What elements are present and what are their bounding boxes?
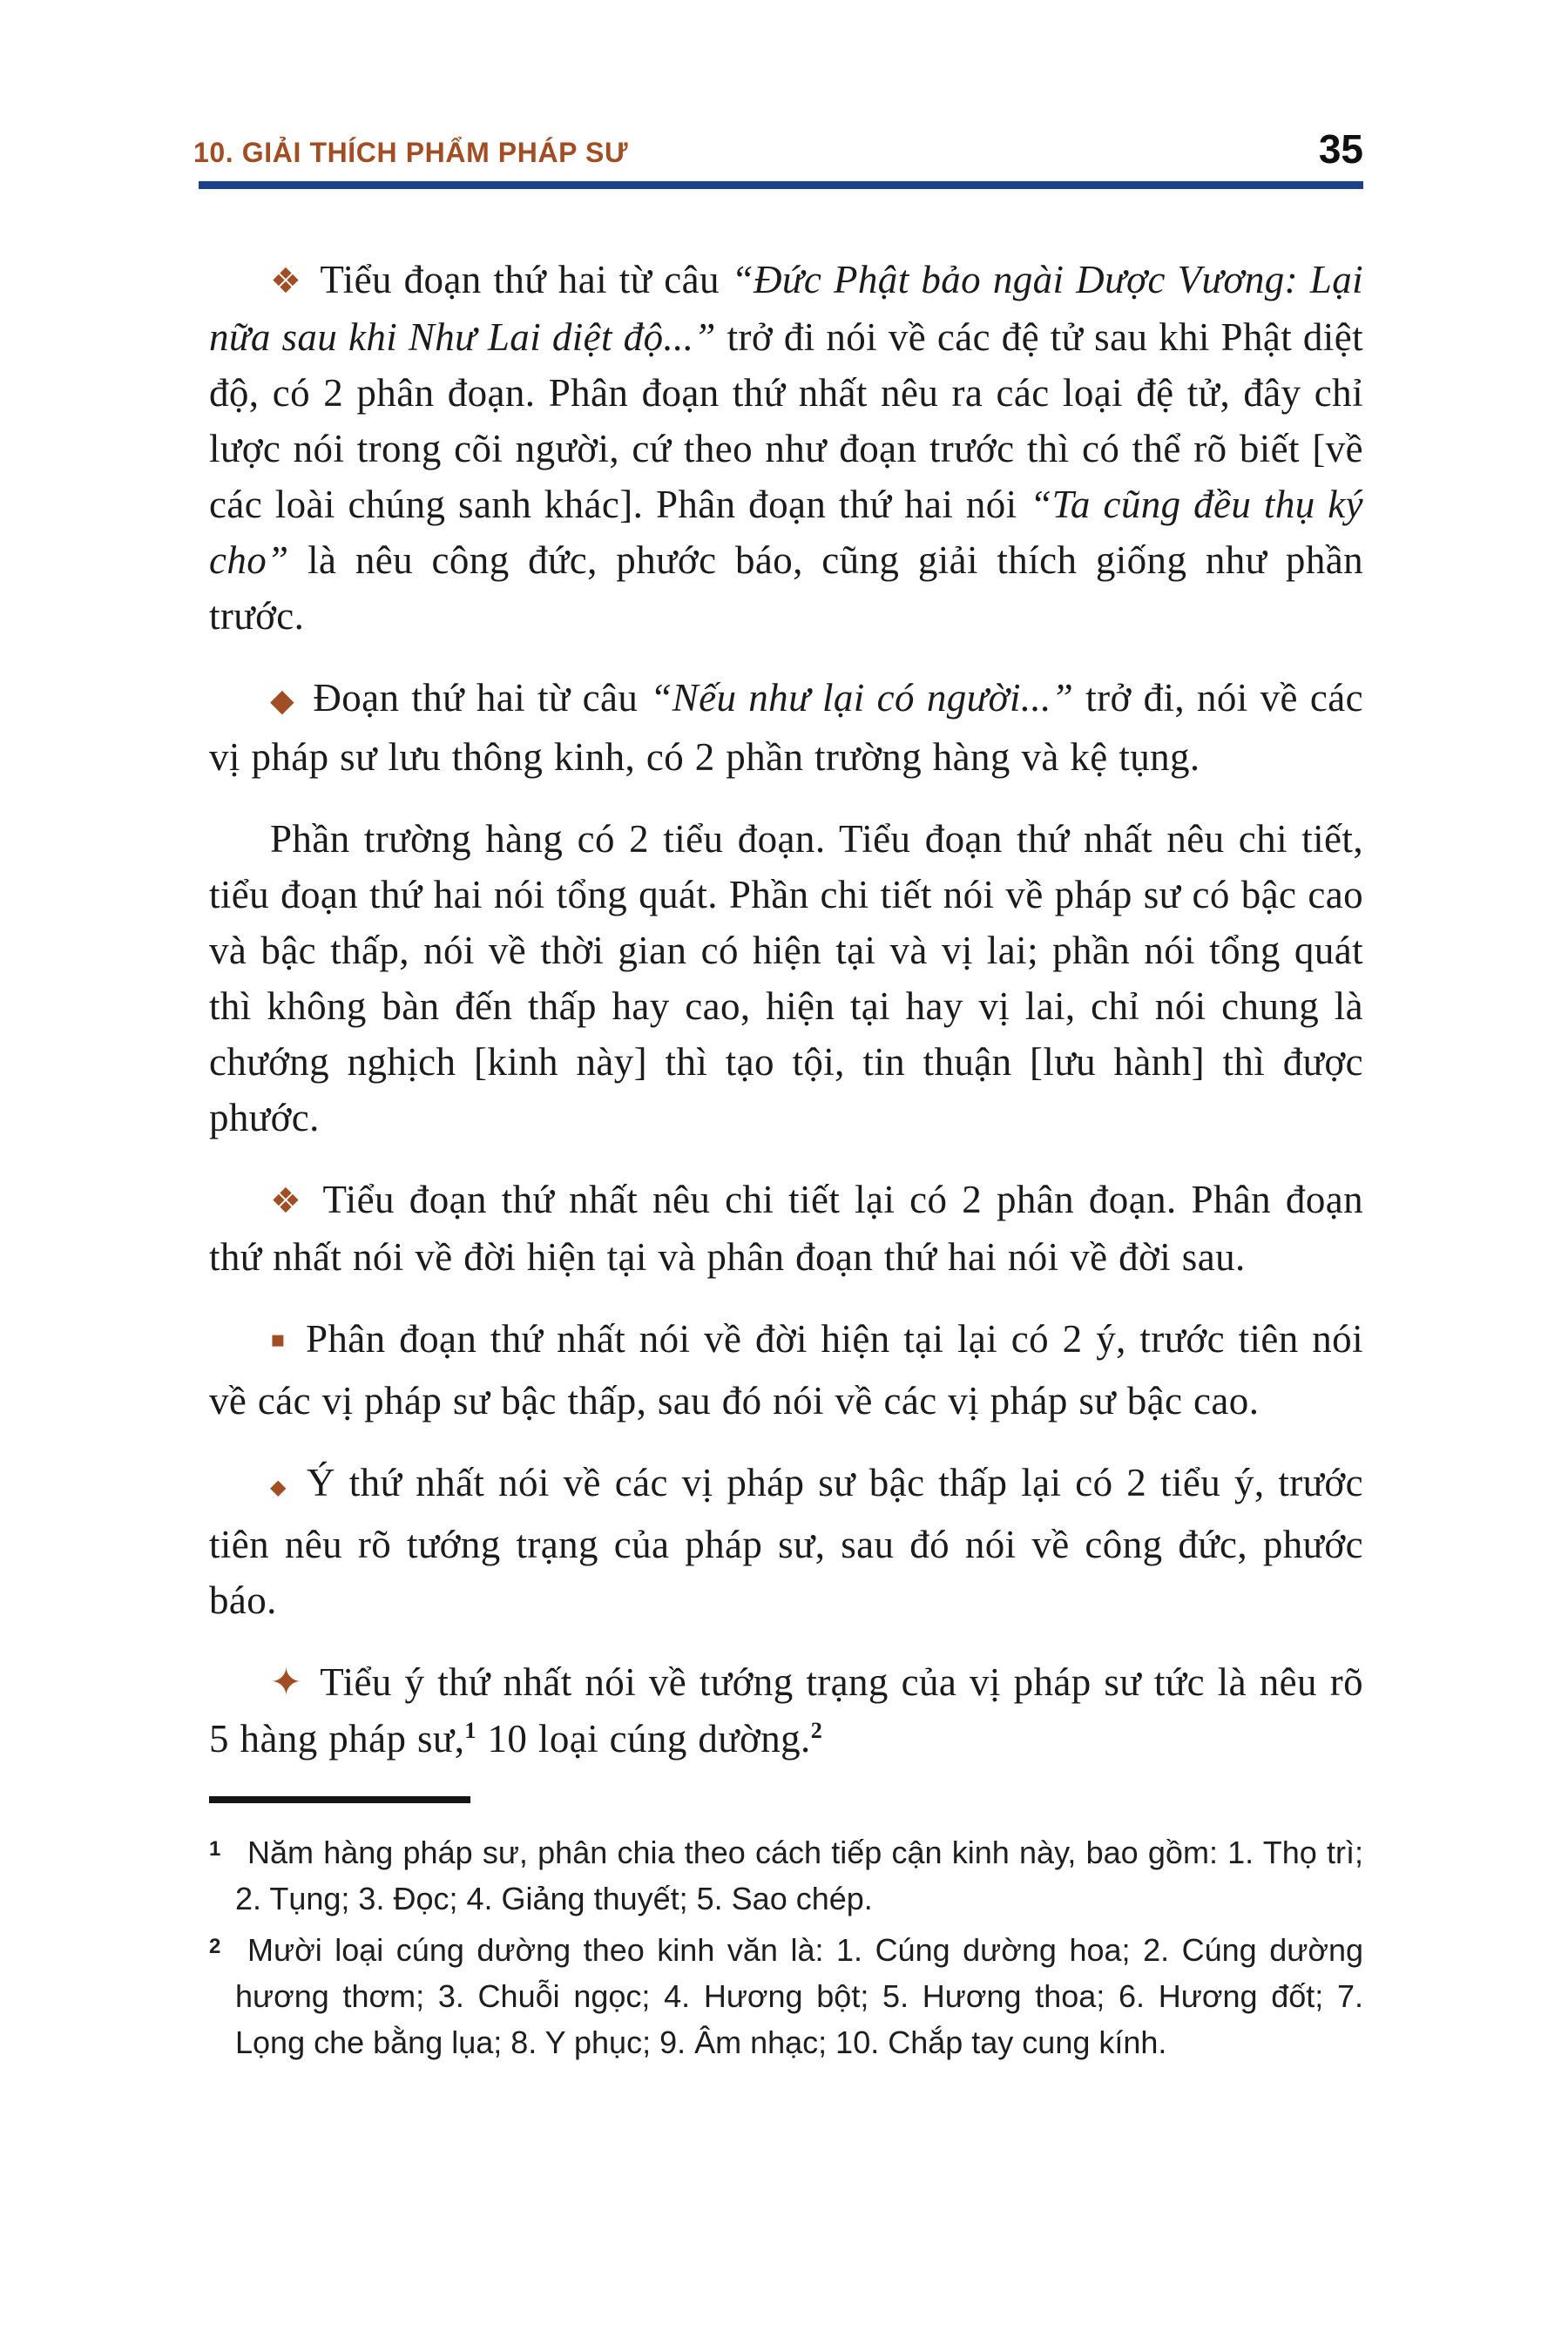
text-segment: Đoạn thứ hai từ câu [313,676,651,720]
text-segment: Ý thứ nhất nói về các vị pháp sư bậc thấp lại có 2 tiểu ý, trước tiên nêu rõ tướng trạng của pháp sư, sau đó nói về công đức, phước báo. [209,1461,1363,1622]
text-segment: Phần trường hàng có 2 tiểu đoạn. Tiểu đoạn thứ nhất nêu chi tiết, tiểu đoạn thứ hai nói tổng quát. Phần chi tiết nói về pháp sư có bậc cao và bậc thấp, nói về thời gian có hiện tại và vị lai; phần nói tổng quát thì không bàn đến thấp hay cao, hiện tại hay vị lai, chỉ nói chung là chướng nghịch [kinh này] thì tạo tội, tin thuận [lưu hành] thì được phước. [209,817,1363,1139]
text-segment: là nêu công đức, phước báo, cũng giải thích giống như phần trước. [209,538,1363,638]
footnote-number: 2 [209,1935,221,1958]
footnote-reference: 2 [810,1718,823,1743]
footnote-reference: 1 [464,1718,476,1743]
body-text [209,252,1363,1767]
diamond-small-bullet-icon: ◆ [270,1475,290,1499]
diamond-cluster-bullet-icon: ❖ [270,261,303,301]
four-pointed-star-bullet-icon: ✦ [270,1660,303,1705]
text-segment: “Ta cũng đều thụ ký cho” [209,483,1364,582]
paragraph [209,1172,1363,1285]
diamond-cluster-bullet-icon: ❖ [270,1181,306,1221]
page-number: 35 [1318,126,1363,172]
paragraph [209,811,1363,1146]
paragraph [209,1654,1363,1767]
footnotes [209,1829,1363,2065]
text-segment: Phân đoạn thứ nhất nói về đời hiện tại lại có 2 ý, trước tiên nói về các vị pháp sư bậc thấp, sau đó nói về các vị pháp sư bậc cao. [209,1317,1363,1423]
text-segment: trở đi nói về các đệ tử sau khi Phật diệt độ, có 2 phân đoạn. Phân đoạn thứ nhất nêu ra các loại đệ tử, đây chỉ lược nói trong cõi người, cứ theo như đoạn trước thì có thể rõ biết [về các loài chúng sanh khác]. Phân đoạn thứ hai nói [209,315,1363,526]
text-segment: “Đức Phật bảo ngài Dược Vương: Lại nữa sau khi Như Lai diệt độ...” [209,258,1363,359]
text-segment: “Nếu như lại có người...” [650,676,1074,720]
page-header [193,126,1363,172]
footnote-text: Mười loại cúng dường theo kinh văn là: 1. Cúng dường hoa; 2. Cúng dường hương thơm; 3. Chuỗi ngọc; 4. Hương bột; 5. Hương thoa; 6. Hương đốt; 7. Lọng che bằng lụa; 8. Y phục; 9. Âm nhạc; 10. Chắp tay cung kính. [235,1932,1363,2060]
paragraph [209,252,1363,644]
diamond-bullet-icon: ◆ [270,683,296,719]
footnote [209,1829,1363,1922]
paragraph [209,670,1363,785]
paragraph [209,1311,1363,1429]
text-segment: 10 loại cúng dường. [476,1717,811,1761]
footnote-number: 1 [209,1837,221,1861]
square-bullet-icon: ▪ [270,1327,288,1353]
footnote-separator [209,1796,470,1803]
header-rule [199,181,1363,189]
text-segment: Tiểu đoạn thứ hai từ câu [320,258,732,301]
chapter-title: 10. GIẢI THÍCH PHẨM PHÁP SƯ [193,137,629,168]
text-segment: trở đi, nói về các vị pháp sư lưu thông kinh, có 2 phần trường hàng và kệ tụng. [209,676,1363,779]
text-segment: Tiểu ý thứ nhất nói về tướng trạng của vị pháp sư tức là nêu rõ 5 hàng pháp sư, [209,1660,1363,1761]
text-segment: Tiểu đoạn thứ nhất nêu chi tiết lại có 2 phân đoạn. Phân đoạn thứ nhất nói về đời hiện tại và phân đoạn thứ hai nói về đời sau. [209,1178,1364,1279]
footnote [209,1927,1363,2065]
paragraph [209,1455,1363,1628]
footnote-text: Năm hàng pháp sư, phân chia theo cách tiếp cận kinh này, bao gồm: 1. Thọ trì; 2. Tụng; 3. Đọc; 4. Giảng thuyết; 5. Sao chép. [235,1835,1363,1916]
